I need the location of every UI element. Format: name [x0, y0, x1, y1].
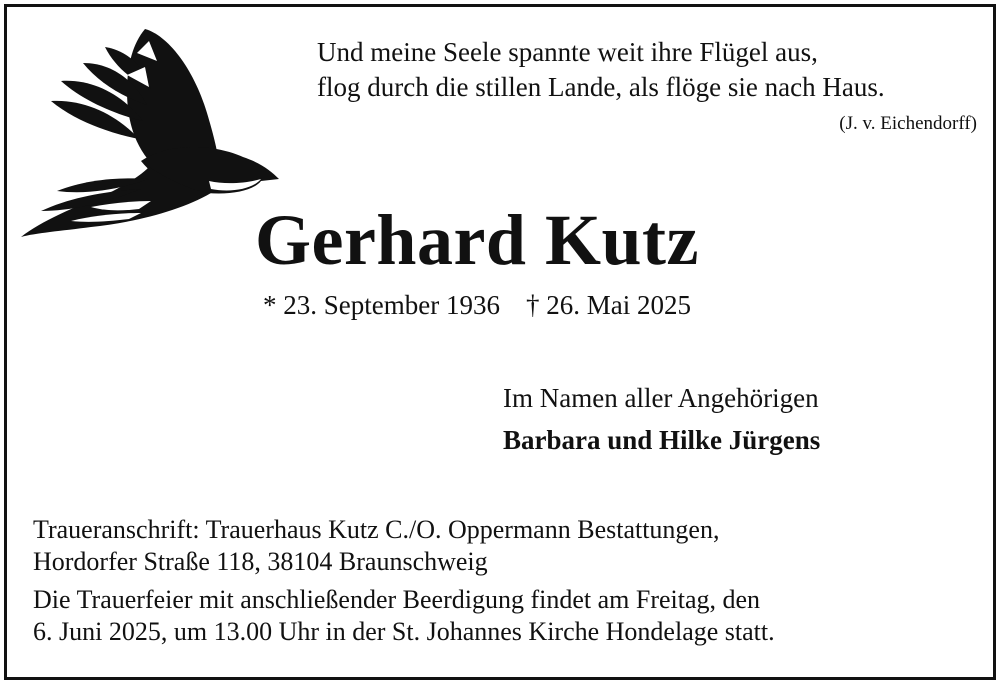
mourners-names: Barbara und Hilke Jürgens: [503, 425, 821, 455]
obituary-card: [4, 4, 996, 680]
life-dates: [263, 290, 691, 321]
poem-quote: [317, 35, 885, 105]
funeral-details: [33, 514, 775, 648]
mourning-address-line-1: Traueranschrift: Trauerhaus Kutz C./O. Oppermann Bestattungen,: [33, 515, 720, 544]
deceased-name: Gerhard Kutz: [255, 200, 699, 280]
poem-line-1: Und meine Seele spannte weit ihre Flügel aus,: [317, 37, 818, 67]
poem-attribution: (J. v. Eichendorff): [839, 113, 977, 134]
swallow-icon: [21, 21, 283, 243]
service-info-line-2: 6. Juni 2025, um 13.00 Uhr in der St. Johannes Kirche Hondelage statt.: [33, 617, 775, 646]
mourners-intro: Im Namen aller Angehörigen: [503, 383, 819, 413]
mourning-address-line-2: Hordorfer Straße 118, 38104 Braunschweig: [33, 547, 488, 576]
service-info-line-1: Die Trauerfeier mit anschließender Beerdigung findet am Freitag, den: [33, 585, 761, 614]
birth-date: * 23. September 1936: [263, 290, 500, 320]
death-date: † 26. Mai 2025: [525, 290, 691, 320]
poem-line-2: flog durch die stillen Lande, als flöge sie nach Haus.: [317, 72, 885, 102]
